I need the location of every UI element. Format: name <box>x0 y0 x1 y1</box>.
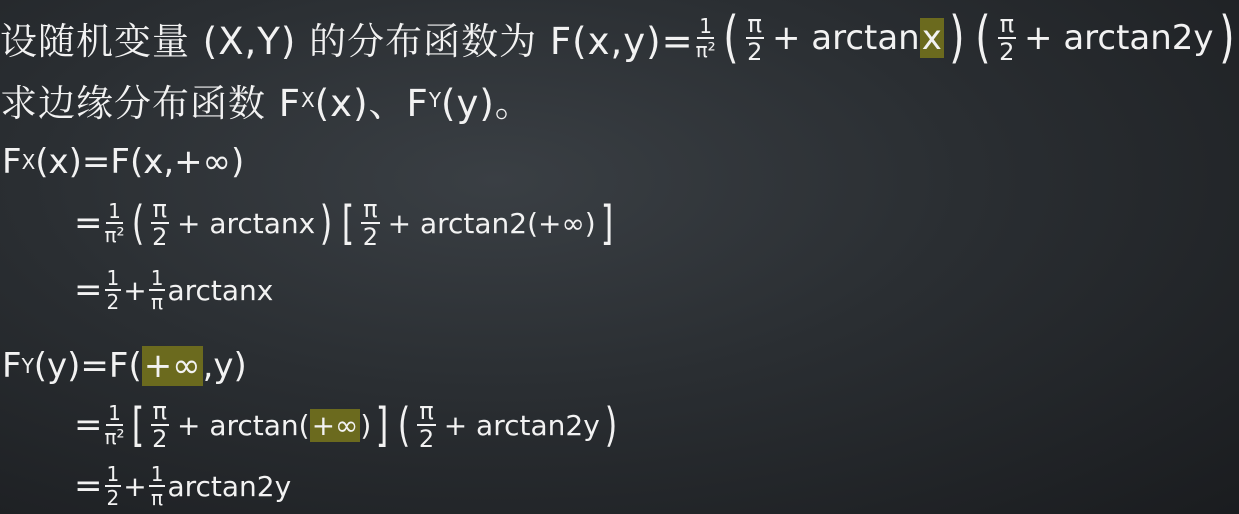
problem-question-text: (x)、F <box>314 82 429 125</box>
right-paren: ) <box>949 5 965 70</box>
right-bracket: ] <box>600 196 613 250</box>
subscript-x: X <box>301 88 315 112</box>
lhs-mid: (y)=F( <box>33 346 142 386</box>
left-paren: ( <box>397 398 411 452</box>
solution-x-line-2 <box>74 190 618 256</box>
right-bracket: ] <box>376 398 389 452</box>
subscript-y: Y <box>428 88 442 112</box>
coefficient-fraction: $\frac{1}{\text{π²}}$ <box>104 199 125 247</box>
problem-text: 设随机变量 (X,Y) 的分布函数为 F(x,y)= <box>0 20 694 63</box>
equals-sign: = <box>74 405 103 445</box>
coefficient-fraction: $\frac{1}{\text{π²}}$ <box>695 14 716 62</box>
pi-over-2-fraction: $\frac{\pi}{2}$ <box>747 10 763 66</box>
left-bracket: [ <box>341 196 355 250</box>
solution-y-line-2 <box>74 392 622 458</box>
problem-question-text: 求边缘分布函数 F <box>0 82 302 125</box>
subscript-y: Y <box>21 354 34 378</box>
arctanx-result: arctanx <box>167 273 274 307</box>
half-fraction: $\frac{1}{2}$ <box>106 462 120 510</box>
highlighted-x: x <box>921 18 942 58</box>
solution-x-line-3 <box>74 262 273 318</box>
left-paren: ( <box>131 196 144 250</box>
plus-sign: + <box>123 469 147 503</box>
solution-y-line-1 <box>2 344 247 388</box>
problem-line-2 <box>0 76 533 124</box>
pi-over-2-fraction: $\frac{\pi}{2}$ <box>418 397 435 453</box>
arctan2y-term: + arctan2y <box>1024 18 1214 58</box>
arctan-term: + arctan <box>771 18 920 58</box>
right-paren: ) <box>604 398 618 452</box>
inverse-pi-fraction: $\frac{1}{\pi}$ <box>150 462 164 510</box>
highlighted-infinity: +∞ <box>143 346 201 386</box>
solution-x-line-1 <box>2 140 244 184</box>
arctan-infinity-term: + arctan2(+∞) <box>387 206 596 240</box>
equals-sign: = <box>74 270 103 310</box>
right-paren: ) <box>1218 5 1235 70</box>
left-paren: ( <box>974 5 991 70</box>
lhs-rest: (x)=F(x,+∞) <box>35 142 245 182</box>
problem-question-text: (y)。 <box>441 82 533 125</box>
arctan-term: + arctanx <box>176 206 316 240</box>
inverse-pi-fraction: $\frac{1}{\pi}$ <box>150 266 164 314</box>
plus-sign: + <box>123 273 147 307</box>
lhs-f: F <box>2 142 22 182</box>
arctan-term: + arctan( <box>176 408 310 442</box>
pi-over-2-fraction: $\frac{\pi}{2}$ <box>152 397 168 453</box>
equals-sign: = <box>74 466 103 506</box>
half-fraction: $\frac{1}{2}$ <box>106 266 120 314</box>
right-paren: ) <box>319 196 333 250</box>
solution-y-line-3 <box>74 458 291 514</box>
lhs-end: ,y) <box>202 346 247 386</box>
problem-line-1 <box>0 2 1239 74</box>
arctan2y-result: arctan2y <box>167 469 292 503</box>
left-paren: ( <box>722 5 739 70</box>
highlighted-infinity: +∞ <box>311 408 359 442</box>
arctan2y-term: + arctan2y <box>443 408 600 442</box>
pi-over-2-fraction: $\frac{\pi}{2}$ <box>999 10 1015 66</box>
left-bracket: [ <box>131 398 144 452</box>
equals-sign: = <box>74 203 103 243</box>
pi-over-2-fraction: $\frac{\pi}{2}$ <box>152 195 168 251</box>
coefficient-fraction: $\frac{1}{\text{π²}}$ <box>104 401 125 449</box>
subscript-x: X <box>21 150 36 174</box>
close-paren: ) <box>360 408 372 442</box>
pi-over-2-fraction: $\frac{\pi}{2}$ <box>362 195 378 251</box>
lhs-f: F <box>2 346 22 386</box>
